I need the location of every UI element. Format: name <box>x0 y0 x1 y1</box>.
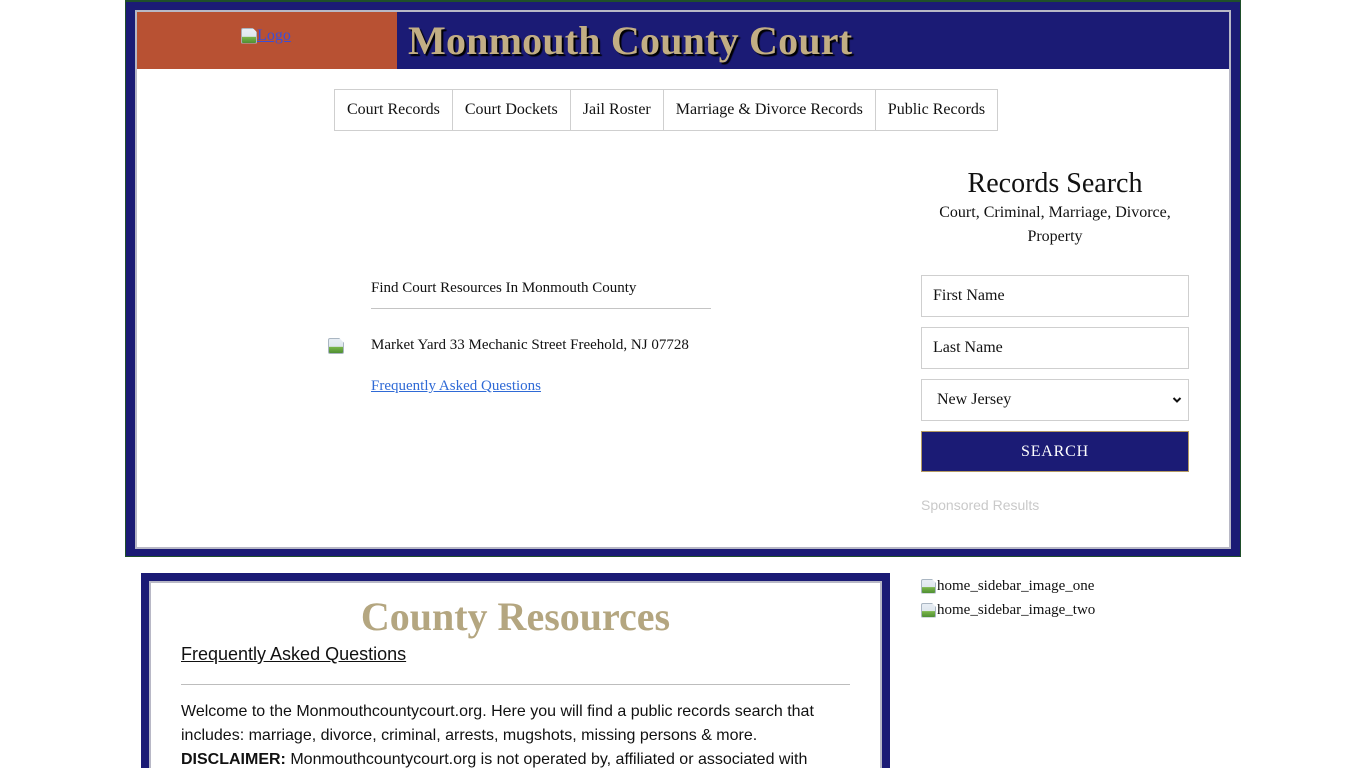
nav-court-dockets[interactable]: Court Dockets <box>453 90 571 130</box>
sidebar-image-alt: home_sidebar_image_two <box>937 601 1096 618</box>
welcome-text: Welcome to the Monmouthcountycourt.org. Here you will find a public records search that includes: marriage, divorce, criminal, arrests, mugshots, missing persons & more. <box>181 703 814 744</box>
faq-link[interactable]: Frequently Asked Questions <box>371 378 541 394</box>
info-heading: Find Court Resources In Monmouth County <box>371 280 637 296</box>
court-address: Market Yard 33 Mechanic Street Freehold, NJ 07728 <box>371 337 689 353</box>
sidebar-image-one <box>921 574 1095 598</box>
resources-divider <box>181 684 850 685</box>
nav-public-records[interactable]: Public Records <box>876 90 997 130</box>
sponsored-results-label: Sponsored Results <box>921 497 1040 513</box>
nav-court-records[interactable]: Court Records <box>335 90 453 130</box>
first-name-input[interactable] <box>921 275 1189 317</box>
sidebar-images <box>921 574 1095 622</box>
resources-description <box>181 700 861 768</box>
sidebar-image-two <box>921 598 1095 622</box>
chevron-down-icon <box>1172 395 1182 405</box>
search-subtitle: Court, Criminal, Marriage, Divorce, Property <box>939 204 1171 245</box>
broken-image-icon <box>921 579 936 594</box>
logo-link[interactable] <box>241 27 291 45</box>
logo-alt-text: Logo <box>257 26 291 44</box>
nav-marriage-divorce-records[interactable]: Marriage & Divorce Records <box>664 90 876 130</box>
info-divider <box>371 308 711 309</box>
resources-faq-link[interactable]: Frequently Asked Questions <box>181 644 407 664</box>
title-area <box>397 12 1229 69</box>
main-nav <box>334 89 998 131</box>
broken-image-icon <box>241 28 257 44</box>
nav-jail-roster[interactable]: Jail Roster <box>571 90 664 130</box>
top-frame <box>125 0 1241 557</box>
last-name-input[interactable] <box>921 327 1189 369</box>
resources-panel <box>149 581 882 768</box>
sidebar-image-alt: home_sidebar_image_one <box>937 577 1095 594</box>
state-select-value: New Jersey <box>937 391 1012 408</box>
state-select[interactable] <box>921 379 1189 421</box>
broken-image-icon <box>328 338 344 354</box>
site-title: Monmouth County Court <box>408 18 853 63</box>
site-header <box>137 12 1229 69</box>
broken-image-icon <box>921 603 936 618</box>
disclaimer-label: DISCLAIMER: <box>181 751 286 768</box>
top-content-panel <box>135 10 1231 549</box>
disclaimer-text: Monmouthcountycourt.org is not operated by, affiliated or associated with <box>285 751 808 768</box>
resources-frame <box>141 573 890 768</box>
logo-area <box>137 12 397 69</box>
records-search-panel <box>921 167 1189 513</box>
search-button[interactable]: SEARCH <box>921 431 1189 472</box>
resources-title: County Resources <box>360 594 671 639</box>
search-title: Records Search <box>967 168 1143 199</box>
